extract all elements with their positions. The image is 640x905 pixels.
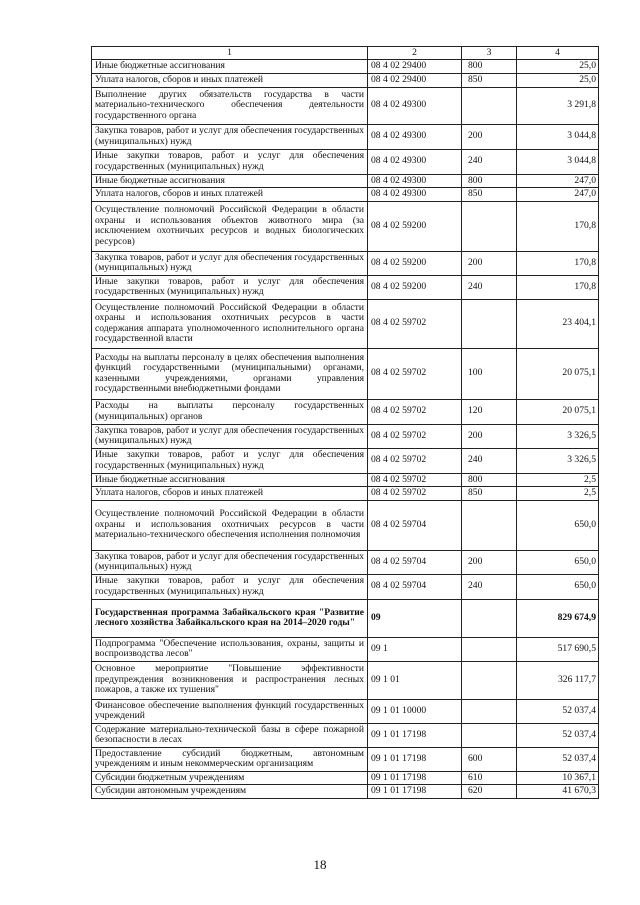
row-amount-cell: 23 404,1 [517,299,599,348]
row-expense-type-cell: 200 [462,550,517,574]
row-expense-type-cell: 800 [462,473,517,487]
row-name-cell: Субсидии бюджетным учреждениям [92,771,368,785]
row-expense-type-cell: 200 [462,124,517,149]
row-amount-cell: 3 326,5 [517,448,599,473]
row-code-cell: 08 4 02 59200 [368,201,462,251]
table-row [92,574,599,599]
row-amount-cell: 52 037,4 [517,747,599,771]
table-row [92,188,599,202]
row-expense-type-cell [462,201,517,251]
column-number-3: 3 [462,47,517,60]
row-name-cell: Уплата налогов, сборов и иных платежей [92,74,368,88]
row-amount-cell: 247,0 [517,174,599,188]
row-code-cell: 09 1 01 17198 [368,785,462,799]
row-expense-type-cell [462,723,517,747]
row-name-cell: Закупка товаров, работ и услуг для обеспечения государственных (муниципальных) нужд [92,424,368,448]
row-code-cell: 08 4 02 59200 [368,251,462,275]
row-code-cell: 09 1 [368,637,462,661]
row-amount-cell: 52 037,4 [517,699,599,723]
table-row [92,550,599,574]
row-amount-cell: 170,8 [517,275,599,299]
row-code-cell: 08 4 02 59702 [368,424,462,448]
row-amount-cell: 25,0 [517,60,599,74]
row-name-cell: Осуществление полномочий Российской Федерации в области охраны и использования объектов животного мира (за исключением охотничьих ресурсов и водных биологических ресурсов) [92,201,368,251]
row-code-cell: 09 1 01 [368,661,462,699]
row-expense-type-cell: 120 [462,399,517,424]
row-code-cell: 08 4 02 49300 [368,149,462,174]
row-expense-type-cell [462,599,517,637]
row-expense-type-cell [462,661,517,699]
row-name-cell: Осуществление полномочий Российской Федерации в области охраны и использования охотничьих ресурсов в части материально-технического обеспечения исполнения полномочия [92,500,368,550]
table-row [92,399,599,424]
table-body [92,60,599,799]
row-amount-cell: 41 670,3 [517,785,599,799]
row-code-cell: 08 4 02 49300 [368,174,462,188]
row-amount-cell: 3 044,8 [517,124,599,149]
row-name-cell: Расходы на выплаты персоналу государственных (муниципальных) органов [92,399,368,424]
row-amount-cell: 25,0 [517,74,599,88]
table-row [92,124,599,149]
row-code-cell: 08 4 02 59702 [368,473,462,487]
table-row [92,473,599,487]
row-name-cell: Осуществление полномочий Российской Федерации в области охраны и использования охотничьих ресурсов в части содержания аппарата уполномоченного исполнительного органа государственной власти [92,299,368,348]
row-name-cell: Выполнение других обязательств государства в части материально-технического обеспечения деятельности государственного органа [92,87,368,124]
row-name-cell: Иные закупки товаров, работ и услуг для обеспечения государственных (муниципальных) нужд [92,574,368,599]
row-name-cell: Иные бюджетные ассигнования [92,473,368,487]
row-amount-cell: 829 674,9 [517,599,599,637]
row-expense-type-cell [462,87,517,124]
row-code-cell: 08 4 02 59200 [368,275,462,299]
row-code-cell: 08 4 02 49300 [368,188,462,202]
row-expense-type-cell: 240 [462,574,517,599]
row-expense-type-cell: 240 [462,448,517,473]
row-name-cell: Закупка товаров, работ и услуг для обеспечения государственных (муниципальных) нужд [92,124,368,149]
row-code-cell: 08 4 02 49300 [368,124,462,149]
row-amount-cell: 247,0 [517,188,599,202]
row-expense-type-cell [462,500,517,550]
row-expense-type-cell: 600 [462,747,517,771]
row-code-cell: 08 4 02 59702 [368,399,462,424]
row-code-cell: 08 4 02 59704 [368,550,462,574]
row-name-cell: Уплата налогов, сборов и иных платежей [92,487,368,501]
row-amount-cell: 170,8 [517,251,599,275]
table-row [92,747,599,771]
row-code-cell: 08 4 02 59702 [368,299,462,348]
row-expense-type-cell: 240 [462,149,517,174]
table-row [92,500,599,550]
row-name-cell: Иные бюджетные ассигнования [92,60,368,74]
row-expense-type-cell: 610 [462,771,517,785]
row-name-cell: Расходы на выплаты персоналу в целях обеспечения выполнения функций государственными (муниципальными) органами, казенными учреждениями, органами управления государственными внебюджетными фондами [92,348,368,399]
row-amount-cell: 650,0 [517,550,599,574]
table-row [92,723,599,747]
table-row [92,201,599,251]
row-name-cell: Предоставление субсидий бюджетным, автономным учреждениям и иным некоммерческим организациям [92,747,368,771]
table-row [92,174,599,188]
row-code-cell: 08 4 02 29400 [368,60,462,74]
row-name-cell: Иные закупки товаров, работ и услуг для обеспечения государственных (муниципальных) нужд [92,275,368,299]
row-code-cell: 08 4 02 49300 [368,87,462,124]
table-row [92,448,599,473]
row-name-cell: Государственная программа Забайкальского края "Развитие лесного хозяйства Забайкальского края на 2014–2020 годы" [92,599,368,637]
row-expense-type-cell: 850 [462,188,517,202]
row-expense-type-cell: 100 [462,348,517,399]
column-number-row [92,47,599,60]
row-expense-type-cell: 850 [462,487,517,501]
row-expense-type-cell: 200 [462,251,517,275]
table-row [92,785,599,799]
row-name-cell: Закупка товаров, работ и услуг для обеспечения государственных (муниципальных) нужд [92,550,368,574]
row-amount-cell: 650,0 [517,500,599,550]
table-row [92,637,599,661]
row-code-cell: 09 1 01 17198 [368,771,462,785]
row-name-cell: Иные закупки товаров, работ и услуг для обеспечения государственных (муниципальных) нужд [92,149,368,174]
row-expense-type-cell [462,637,517,661]
table-row [92,275,599,299]
table-row [92,87,599,124]
row-code-cell: 08 4 02 59704 [368,500,462,550]
row-name-cell: Уплата налогов, сборов и иных платежей [92,188,368,202]
row-expense-type-cell: 800 [462,174,517,188]
row-code-cell: 09 1 01 10000 [368,699,462,723]
row-amount-cell: 2,5 [517,473,599,487]
row-amount-cell: 170,8 [517,201,599,251]
row-code-cell: 09 1 01 17198 [368,747,462,771]
page-number: 18 [313,857,327,872]
row-amount-cell: 2,5 [517,487,599,501]
table-row [92,348,599,399]
table-row [92,299,599,348]
row-code-cell: 08 4 02 59702 [368,487,462,501]
row-name-cell: Основное мероприятие "Повышение эффективности предупреждения возникновения и распространения лесных пожаров, а также их тушения" [92,661,368,699]
budget-table-sheet [91,46,598,799]
table-row [92,149,599,174]
row-name-cell: Субсидии автономным учреждениям [92,785,368,799]
row-code-cell: 08 4 02 59702 [368,348,462,399]
row-name-cell: Содержание материально-технической базы в сфере пожарной безопасности в лесах [92,723,368,747]
row-name-cell: Финансовое обеспечение выполнения функций государственных учреждений [92,699,368,723]
row-amount-cell: 326 117,7 [517,661,599,699]
row-amount-cell: 3 291,8 [517,87,599,124]
table-row [92,661,599,699]
column-number-2: 2 [368,47,462,60]
table-row [92,251,599,275]
table-row [92,487,599,501]
row-name-cell: Иные бюджетные ассигнования [92,174,368,188]
row-expense-type-cell: 850 [462,74,517,88]
row-expense-type-cell: 620 [462,785,517,799]
row-expense-type-cell [462,699,517,723]
row-code-cell: 09 1 01 17198 [368,723,462,747]
column-number-1: 1 [92,47,368,60]
row-amount-cell: 20 075,1 [517,399,599,424]
row-code-cell: 09 [368,599,462,637]
column-number-4: 4 [517,47,599,60]
row-expense-type-cell [462,299,517,348]
row-name-cell: Подпрограмма "Обеспечение использования, охраны, защиты и воспроизводства лесов" [92,637,368,661]
row-amount-cell: 3 044,8 [517,149,599,174]
row-amount-cell: 10 367,1 [517,771,599,785]
row-name-cell: Закупка товаров, работ и услуг для обеспечения государственных (муниципальных) нужд [92,251,368,275]
row-amount-cell: 517 690,5 [517,637,599,661]
table-row [92,60,599,74]
row-amount-cell: 20 075,1 [517,348,599,399]
row-code-cell: 08 4 02 59702 [368,448,462,473]
row-name-cell: Иные закупки товаров, работ и услуг для обеспечения государственных (муниципальных) нужд [92,448,368,473]
table-row [92,599,599,637]
budget-table [91,46,599,799]
row-amount-cell: 650,0 [517,574,599,599]
table-row [92,74,599,88]
row-expense-type-cell: 240 [462,275,517,299]
table-row [92,424,599,448]
table-row [92,699,599,723]
row-amount-cell: 52 037,4 [517,723,599,747]
row-code-cell: 08 4 02 59704 [368,574,462,599]
row-expense-type-cell: 200 [462,424,517,448]
row-code-cell: 08 4 02 29400 [368,74,462,88]
row-amount-cell: 3 326,5 [517,424,599,448]
row-expense-type-cell: 800 [462,60,517,74]
table-row [92,771,599,785]
